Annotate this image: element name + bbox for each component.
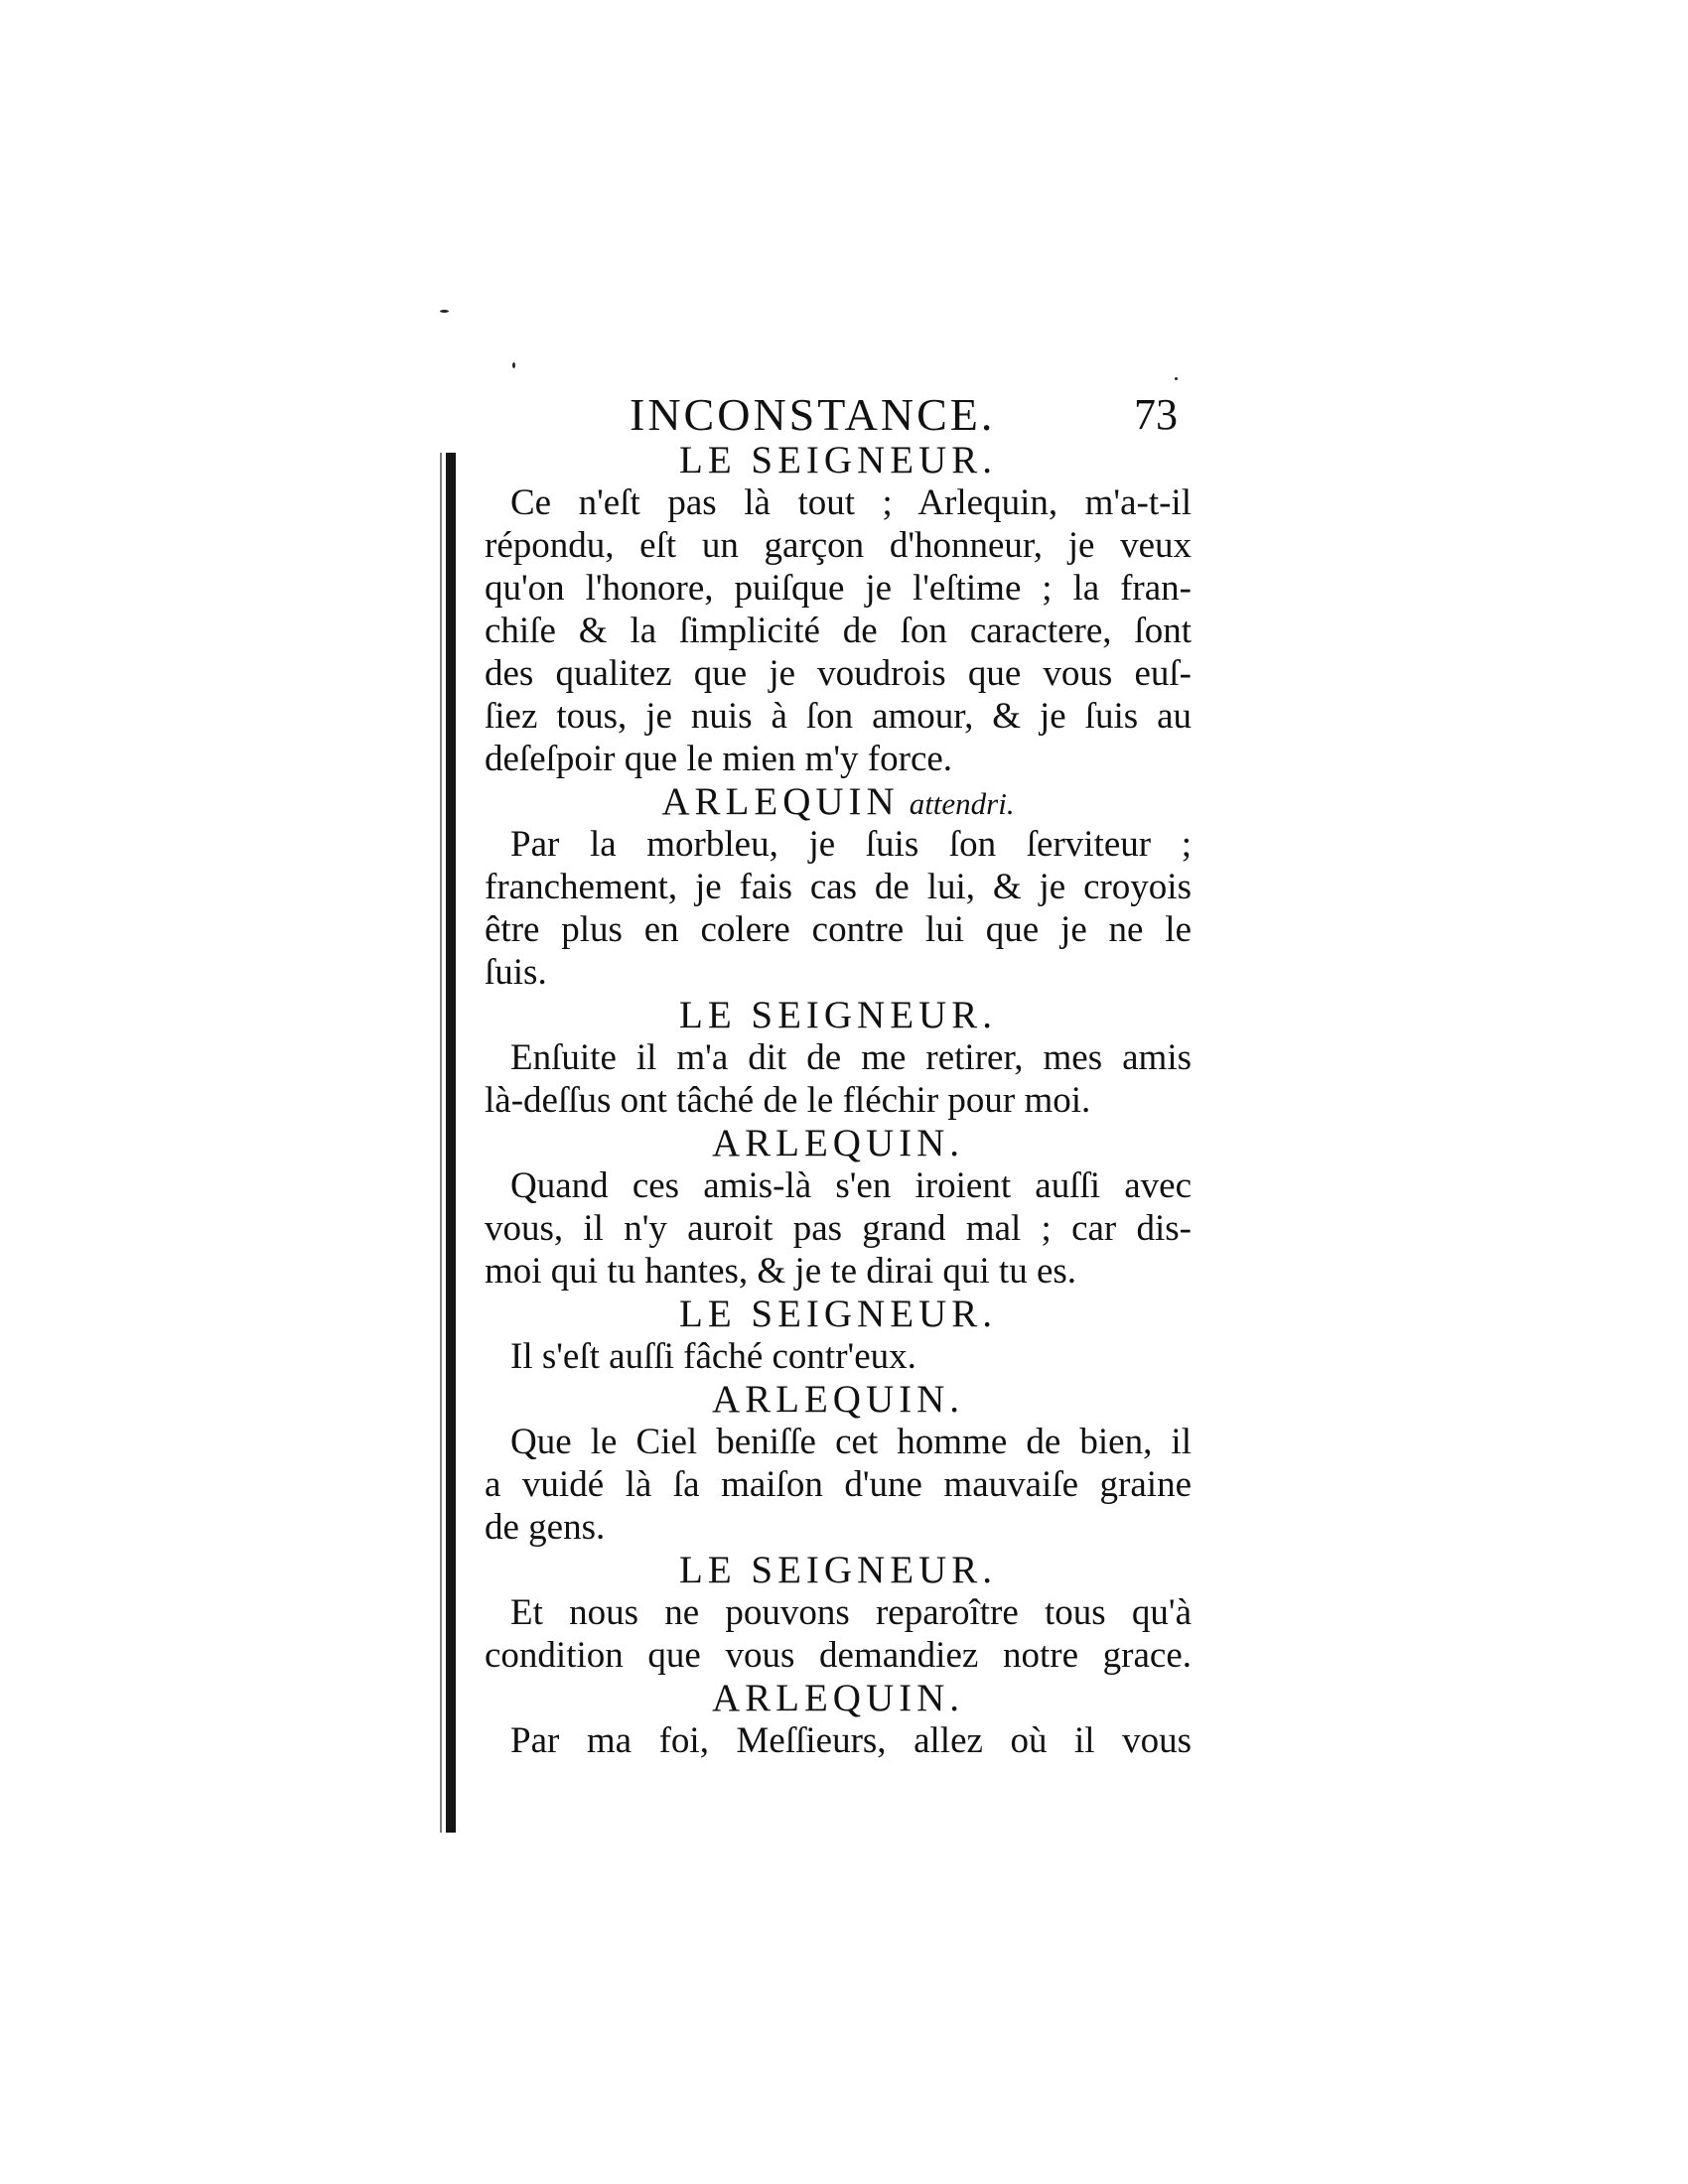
speaker-heading: ARLEQUIN. [711, 1677, 965, 1719]
text-line: chiſe & la ſimplicité de ſon caractere, ſont [485, 611, 1192, 651]
text-line: ſiez tous, je nuis à ſon amour, & je ſuis au [485, 696, 1192, 737]
text-line: là-deſſus ont tâché de le fléchir pour moi. [485, 1080, 1091, 1121]
stage-direction: attendri. [909, 786, 1015, 821]
speaker-heading: ARLEQUIN. [711, 1122, 965, 1164]
speaker-heading: LE SEIGNEUR. [679, 994, 997, 1036]
speaker-heading [485, 780, 1192, 823]
text-line: Par ma foi, Meſſieurs, allez où il vous [510, 1720, 1192, 1761]
text-line: Ce n'eſt pas là tout ; Arlequin, m'a-t-il [510, 482, 1192, 523]
speaker-heading: LE SEIGNEUR. [679, 1549, 997, 1591]
ink-speck [440, 310, 449, 313]
ink-speck [512, 362, 515, 368]
text-line: deſeſpoir que le mien m'y force. [485, 739, 953, 779]
text-line: qu'on l'honore, puiſque je l'eſtime ; la fran- [485, 568, 1192, 609]
gutter-shadow-bar [446, 453, 456, 1833]
text-line: Enſuite il m'a dit de me retirer, mes amis [510, 1037, 1192, 1078]
text-line: a vuidé là ſa maiſon d'une mauvaiſe graine [485, 1464, 1192, 1505]
text-line: Que le Ciel beniſſe cet homme de bien, il [510, 1422, 1192, 1462]
text-line: Il s'eſt auſſi fâché contr'eux. [510, 1336, 916, 1377]
running-title: INCONSTANCE. [630, 389, 996, 440]
dialogue-text [485, 439, 1192, 1762]
text-line: des qualitez que je voudrois que vous euſ- [485, 653, 1192, 694]
speaker-heading: ARLEQUIN. [711, 1378, 965, 1421]
text-line: moi qui tu hantes, & je te dirai qui tu es. [485, 1251, 1077, 1292]
text-line: être plus en colere contre lui que je ne le [485, 909, 1192, 950]
speaker-heading: LE SEIGNEUR. [679, 1293, 997, 1335]
text-line: de gens. [485, 1507, 606, 1548]
speaker-heading: LE SEIGNEUR. [679, 439, 997, 481]
text-line: ſuis. [485, 952, 547, 993]
text-line: vous, il n'y auroit pas grand mal ; car dis- [485, 1208, 1192, 1249]
speaker-name: ARLEQUIN [661, 780, 900, 823]
text-line: Par la morbleu, je ſuis ſon ſerviteur ; [510, 824, 1192, 865]
text-line: franchement, je fais cas de lui, & je croyois [485, 867, 1192, 907]
gutter-shadow-line [440, 453, 442, 1833]
text-line: condition que vous demandiez notre grace. [485, 1635, 1192, 1676]
page-number: 73 [1134, 390, 1178, 439]
text-line: Quand ces amis-là s'en iroient auſſi avec [510, 1165, 1192, 1206]
running-header [630, 389, 1186, 441]
text-line: Et nous ne pouvons reparoître tous qu'à [510, 1592, 1192, 1633]
ink-speck [1175, 377, 1178, 380]
text-line: répondu, eſt un garçon d'honneur, je veux [485, 525, 1192, 566]
